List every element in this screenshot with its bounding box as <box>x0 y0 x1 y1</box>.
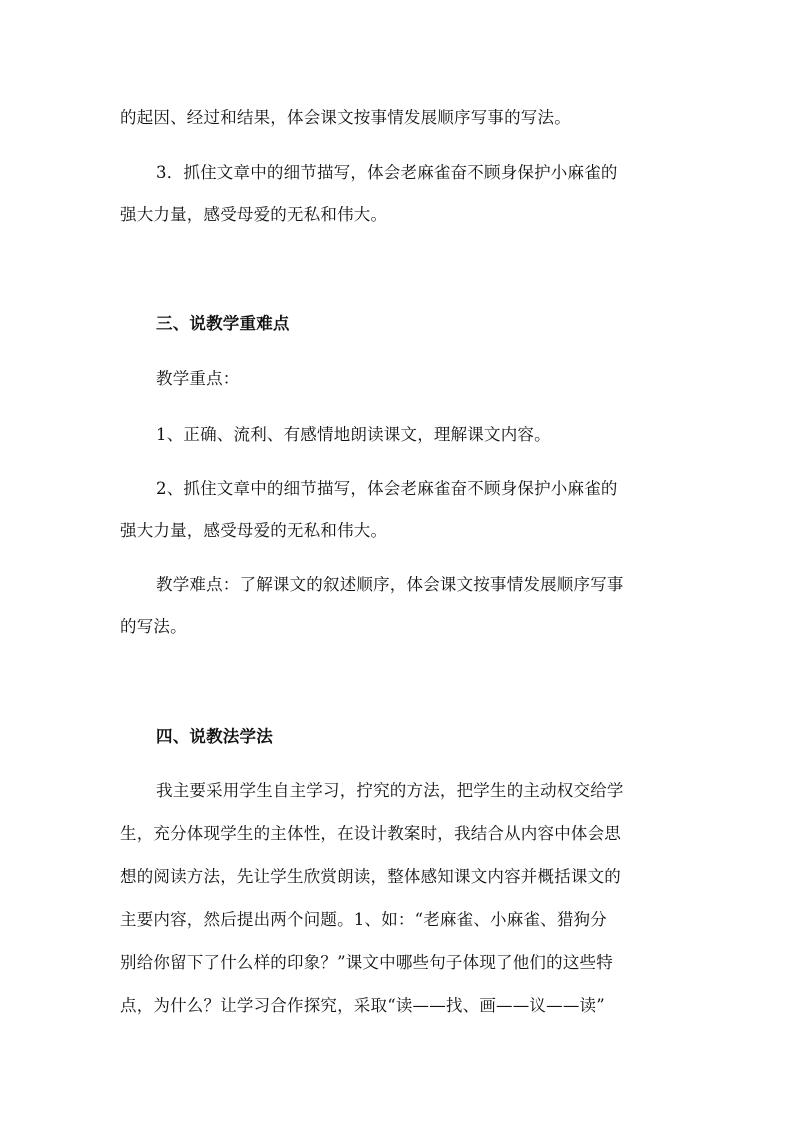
methods-paragraph-line: 想的阅读方法，先让学生欣赏朗读，整体感知课文内容并概括课文的 <box>120 867 621 886</box>
objective-3-line: 3．抓住文章中的细节描写，体会老麻雀奋不顾身保护小麻雀的 <box>156 163 618 182</box>
paragraph-line: 的起因、经过和结果，体会课文按事情发展顺序写事的写法。 <box>120 108 571 127</box>
section-heading-methods: 四、说教法学法 <box>156 727 273 746</box>
paragraph-line: 强大力量，感受母爱的无私和伟大。 <box>120 521 388 540</box>
key-point-2: 2、抓住文章中的细节描写，体会老麻雀奋不顾身保护小麻雀的 <box>156 479 618 498</box>
difficulty-line: 教学难点：了解课文的叙述顺序，体会课文按事情发展顺序写事 <box>156 575 624 594</box>
methods-paragraph-line: 我主要采用学生自主学习，拧究的方法，把学生的主动权交给学 <box>156 781 624 800</box>
methods-paragraph-line: 点，为什么？让学习合作探究，采取“读——找、画——议——读” <box>120 996 605 1015</box>
methods-paragraph-line: 主要内容，然后提出两个问题。1、如：“老麻雀、小麻雀、猎狗分 <box>120 910 607 929</box>
paragraph-line: 强大力量，感受母爱的无私和伟大。 <box>120 205 388 224</box>
paragraph-line: 的写法。 <box>120 617 187 636</box>
methods-paragraph-line: 别给你留下了什么样的印象？”课文中哪些句子体现了他们的这些特 <box>120 953 613 972</box>
key-point-1: 1、正确、流利、有感情地朗读课文，理解课文内容。 <box>156 425 551 444</box>
methods-paragraph-line: 生，充分体现学生的主体性，在设计教案时，我结合从内容中体会思 <box>120 824 621 843</box>
section-heading-difficulties: 三、说教学重难点 <box>156 314 290 333</box>
key-points-label: 教学重点： <box>156 369 240 388</box>
